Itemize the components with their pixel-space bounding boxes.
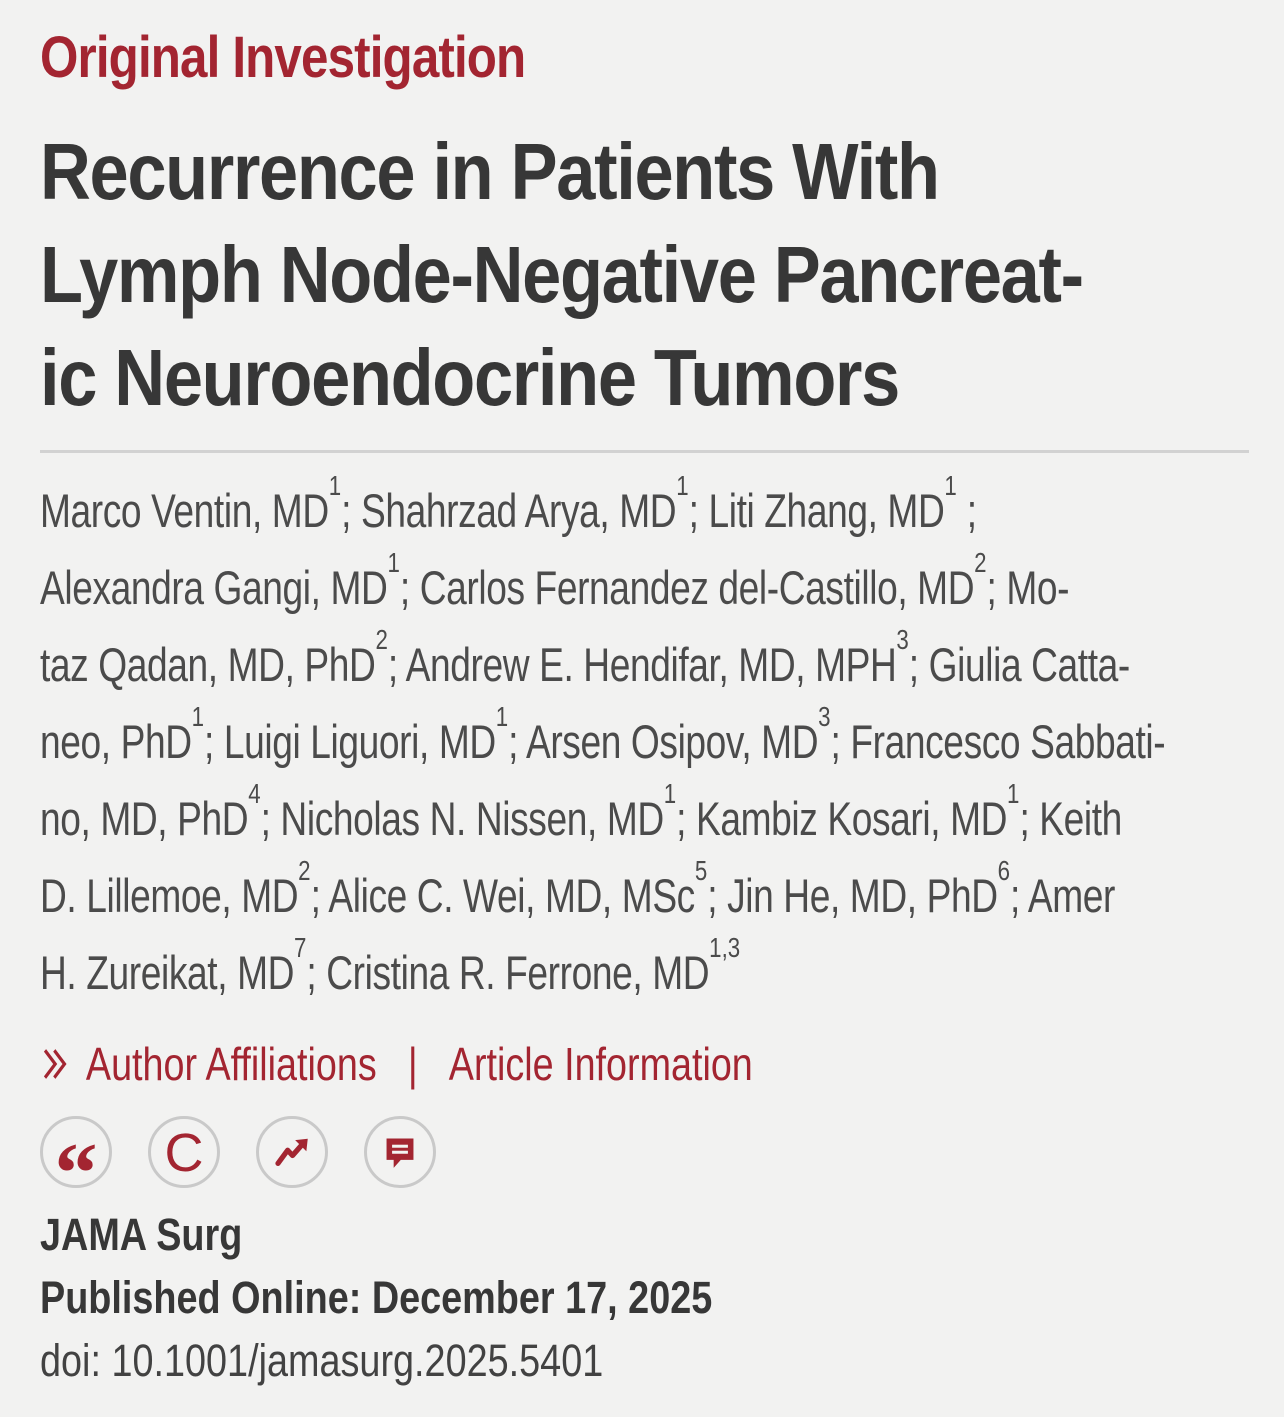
double-chevron-icon	[40, 1047, 70, 1081]
trending-icon	[271, 1131, 313, 1173]
author-line: taz Qadan, MD, PhD$^2$; Andrew E. Hendifar, MD, MPH$^3$; Giulia Catta-	[40, 622, 1130, 691]
link-separator: |	[407, 1038, 418, 1090]
article-title	[40, 120, 1249, 429]
article-title-line: ic Neuroendocrine Tumors	[40, 333, 899, 422]
comments-button[interactable]	[364, 1116, 436, 1188]
divider	[40, 450, 1249, 453]
article-title-line: Lymph Node-Negative Pancreat-	[40, 230, 1083, 319]
metrics-button[interactable]	[256, 1116, 328, 1188]
cite-icon: C	[164, 1123, 204, 1183]
comment-icon	[381, 1133, 419, 1171]
author-line: Alexandra Gangi, $MD^1$; Carlos Fernandez del-Castillo, $MD^2$; Mo-	[40, 545, 1070, 614]
journal-info	[40, 1203, 1249, 1392]
article-links-row	[40, 1037, 1031, 1091]
author-affiliations-link[interactable]: Author Affiliations	[85, 1038, 377, 1090]
quote-button[interactable]	[40, 1116, 112, 1221]
action-icon-bar	[40, 1116, 1249, 1221]
article-title-line: Recurrence in Patients With	[40, 127, 939, 216]
article-information-link[interactable]: Article Information	[448, 1038, 753, 1090]
author-line: H. Zureikat, $MD^7$; Cristina R. Ferrone, MD$^{1,3}$	[40, 930, 741, 999]
quote-icon: “	[54, 1124, 98, 1221]
article-type-kicker[interactable]: Original Investigation	[40, 25, 526, 90]
published-online-date: Published Online: December 17, 2025	[40, 1272, 713, 1323]
author-line: D. Lillemoe, $MD^2$; Alice C. Wei, MD, MSc$^5$; Jin He, MD, PhD$^6$; Amer	[40, 853, 1115, 922]
author-line: neo, PhD$^1$; Luigi Liguori, $MD^1$; Arsen Osipov, $MD^3$; Francesco Sabbati-	[40, 699, 1166, 768]
cite-button[interactable]	[148, 1116, 220, 1188]
doi: doi: 10.1001/jamasurg.2025.5401	[40, 1335, 604, 1386]
author-line: no, MD, PhD$^4$; Nicholas N. Nissen, $MD^1$; Kambiz Kosari, $MD^1$; Keith	[40, 776, 1122, 845]
journal-name: JAMA Surg	[40, 1209, 243, 1260]
author-line: Marco Ventin, $MD^1$; Shahrzad Arya, $MD^1$; Liti Zhang, $MD^1$ ;	[40, 468, 977, 537]
author-list	[40, 468, 1249, 1011]
